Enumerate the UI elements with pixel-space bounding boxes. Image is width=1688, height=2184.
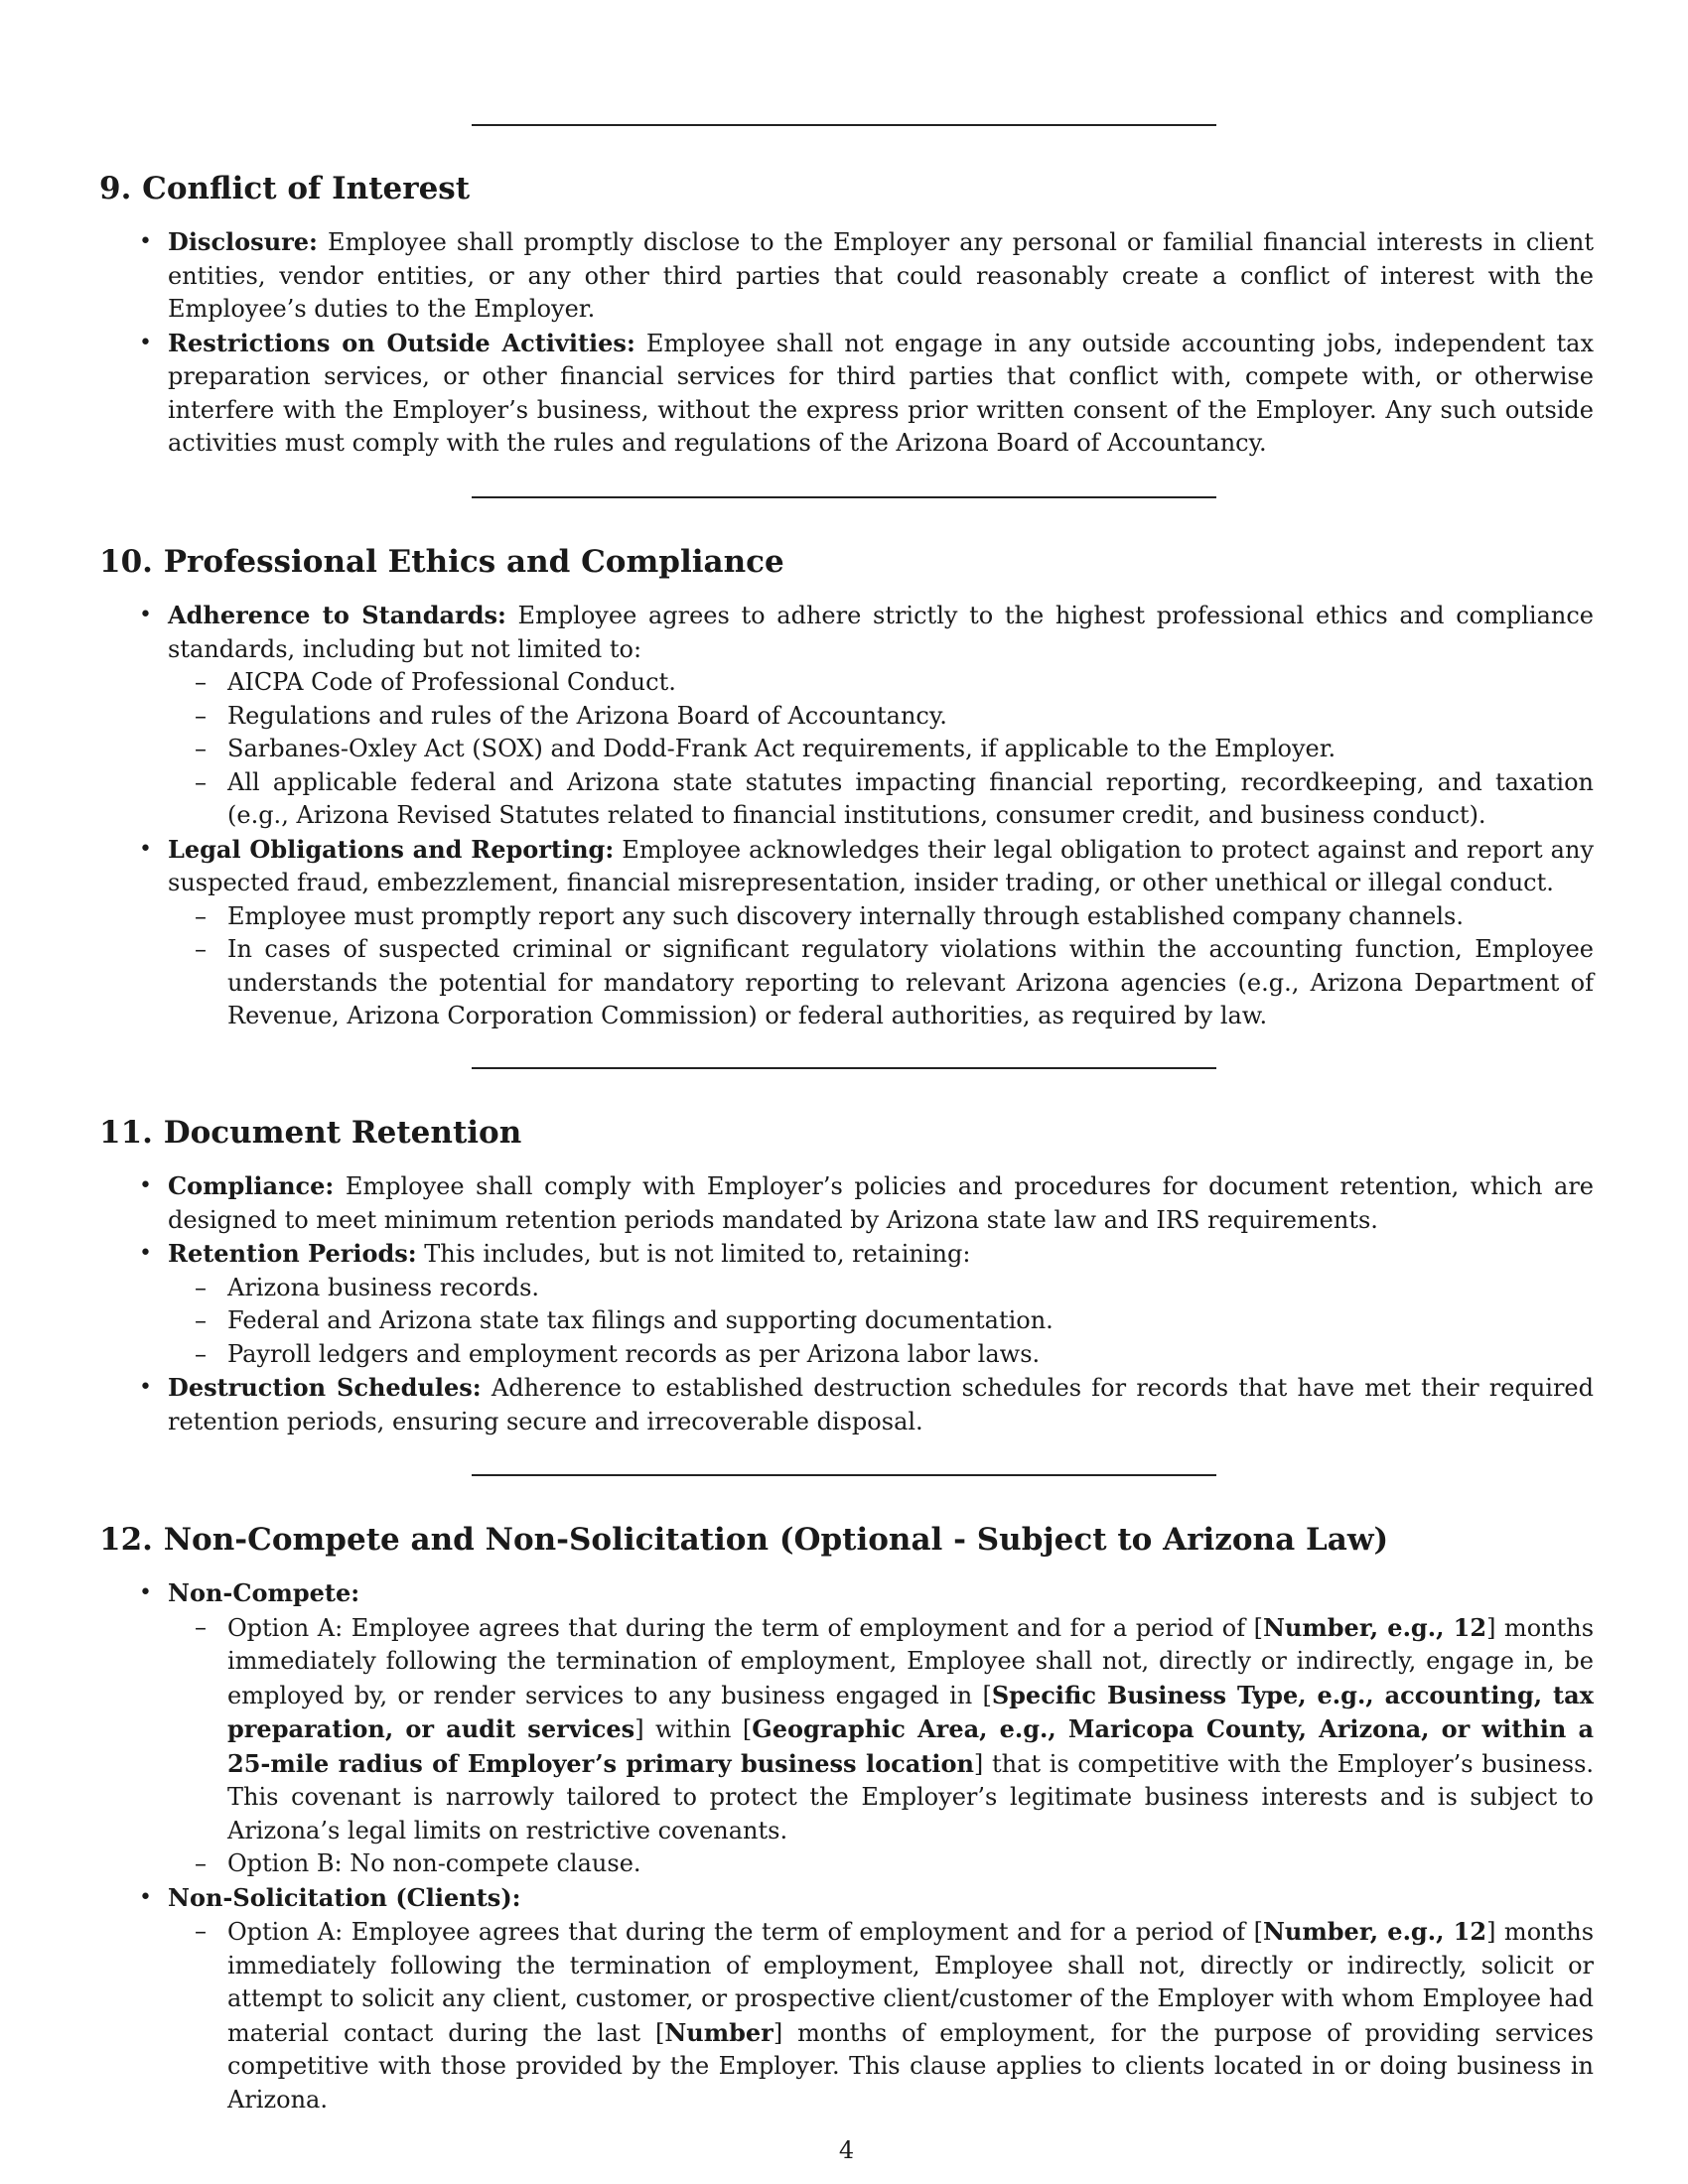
bullet-label: Legal Obligations and Reporting: (168, 834, 615, 864)
bullet-text: Employee shall promptly disclose to the Employer any personal or familial financial interests in client entities, vendor entities, or any other third parties that could reasonably create a conflict of interest with the Employee’s duties to the Employer. (168, 228, 1594, 323)
section-heading-non-compete: 12. Non-Compete and Non-Solicitation (Optional - Subject to Arizona Law) (99, 1522, 1389, 1558)
bullet-compliance (99, 1169, 1594, 1237)
dash-icon: – (195, 901, 207, 930)
section-divider (472, 1474, 1216, 1476)
bullet-label: Compliance: (168, 1171, 335, 1200)
bullet-icon: • (139, 1173, 152, 1198)
sub-item-non-compete-option-b: – Option B: No non-compete clause. (99, 1847, 1594, 1881)
dash-icon: – (195, 935, 207, 963)
sub-item: – AICPA Code of Professional Conduct. (99, 666, 1594, 700)
bullet-destruction-schedules (99, 1371, 1594, 1438)
sub-item: – Employee must promptly report any such discovery internally through established company channels. (99, 900, 1594, 934)
dash-icon: – (195, 1306, 207, 1334)
section-divider (472, 124, 1216, 126)
dash-icon: – (195, 1339, 207, 1368)
dash-icon: – (195, 668, 207, 696)
placeholder-field: Specific Business Type, e.g., accounting, tax preparation, or audit services (227, 1680, 1594, 1743)
dash-icon: – (195, 1849, 207, 1877)
bullet-text: Employee acknowledges their legal obligation to protect against and report any suspected fraud, embezzlement, financial misrepresentation, insider trading, or other unethical or illegal conduct. (168, 835, 1595, 896)
bullet-restrictions-outside-activities (99, 327, 1594, 461)
bullet-non-solicitation (99, 1881, 1594, 1916)
placeholder-field: Geographic Area, e.g., Maricopa County, Arizona, or within a 25-mile radius of Employer’s primary business location (227, 1714, 1595, 1778)
sub-item-non-solicitation-option-a: – Option A: Employee agrees that during the term of employment and for a period of [Number, e.g., 12] months immediately following the termination of employment, Employee shall not, directly or indirectly, solicit or attempt to solicit any client, customer, or prospective client/customer of the Employer with whom Employee had material contact during the last [Number] months of employment, for the purpose of providing services competitive with those provided by the Employer. This clause applies to clients located in or doing business in Arizona. (195, 1917, 1595, 2114)
sub-item: – In cases of suspected criminal or significant regulatory violations within the accounting function, Employee understands the potential for mandatory reporting to relevant Arizona agencies (e.g., Arizona Department of Revenue, Arizona Corporation Commission) or federal authorities, as required by law. (195, 935, 1594, 1029)
sub-item: – Federal and Arizona state tax filings and supporting documentation. (99, 1304, 1594, 1338)
bullet-icon: • (139, 1580, 152, 1605)
bullet-icon: • (139, 229, 152, 254)
bullet-adherence-to-standards (99, 599, 1594, 666)
bullet-non-compete (99, 1576, 1594, 1611)
section-professional-ethics (99, 599, 1594, 1033)
bullet-label: Non-Compete: (168, 1578, 360, 1607)
section-document-retention (99, 1169, 1594, 1438)
bullet-icon: • (139, 836, 152, 862)
placeholder-field: Number (664, 2017, 774, 2047)
dash-icon: – (195, 1917, 207, 1945)
dash-icon: – (195, 735, 207, 762)
bullet-disclosure (99, 225, 1594, 327)
dash-icon: – (195, 767, 207, 796)
bullet-icon: • (139, 603, 152, 627)
dash-icon: – (195, 701, 207, 730)
bullet-icon: • (139, 1241, 152, 1266)
bullet-icon: • (139, 1884, 152, 1910)
section-conflict-of-interest (99, 225, 1594, 461)
sub-item: – Payroll ledgers and employment records as per Arizona labor laws. (99, 1338, 1594, 1372)
bullet-retention-periods (99, 1237, 1594, 1272)
bullet-text: Employee shall comply with Employer’s policies and procedures for document retention, which are designed to meet minimum retention periods mandated by Arizona state law and IRS requirements. (168, 1172, 1594, 1234)
document-page (99, 0, 1594, 2184)
sub-item: – Sarbanes-Oxley Act (SOX) and Dodd-Frank Act requirements, if applicable to the Employer. (99, 733, 1594, 766)
bullet-label: Non-Solicitation (Clients): (168, 1882, 521, 1912)
bullet-label: Adherence to Standards: (168, 601, 506, 629)
bullet-label: Restrictions on Outside Activities: (168, 328, 635, 357)
bullet-label: Retention Periods: (168, 1239, 417, 1268)
bullet-icon: • (139, 1375, 152, 1400)
page-number: 4 (838, 2136, 855, 2164)
bullet-text: This includes, but is not limited to, retaining: (416, 1240, 971, 1268)
sub-item: – Regulations and rules of the Arizona Board of Accountancy. (99, 700, 1594, 734)
bullet-legal-obligations (99, 833, 1594, 900)
bullet-text: Employee shall not engage in any outside accounting jobs, independent tax preparation services, or other financial services for third parties that conflict with, compete with, or otherwise interfere with the Employer’s business, without the express prior written consent of the Employer. Any such outside activities must comply with the rules and regulations of the Arizona Board of Accountancy. (168, 329, 1594, 457)
section-heading-document-retention: 11. Document Retention (99, 1115, 522, 1151)
bullet-text: Employee agrees to adhere strictly to the highest professional ethics and compliance standards, including but not limited to: (168, 602, 1594, 663)
bullet-label: Disclosure: (168, 227, 318, 256)
section-heading-professional-ethics: 10. Professional Ethics and Compliance (99, 544, 784, 580)
bullet-icon: • (139, 330, 152, 355)
bullet-text: Adherence to established destruction schedules for records that have met their required retention periods, ensuring secure and irrecoverable disposal. (168, 1374, 1595, 1435)
placeholder-field: Number, e.g., 12 (1262, 1612, 1487, 1642)
section-heading-conflict-of-interest: 9. Conflict of Interest (99, 171, 471, 206)
dash-icon: – (195, 1612, 207, 1641)
sub-item-non-compete-option-a: – Option A: Employee agrees that during the term of employment and for a period of [Number, e.g., 12] months immediately following the termination of employment, Employee shall not, directly or indirectly, engage in, be employed by, or render services to any business engaged in [Specific Business Type, e.g., accounting, tax preparation, or audit services] within [Geographic Area, e.g., Maricopa County, Arizona, or within a 25-mile radius of Employer’s primary business location] that is competitive with the Employer’s business. This covenant is narrowly tailored to protect the Employer’s legitimate business interests and is subject to Arizona’s legal limits on restrictive covenants. (195, 1612, 1595, 1844)
placeholder-field: Number, e.g., 12 (1262, 1917, 1487, 1946)
sub-item: – Arizona business records. (99, 1272, 1594, 1305)
section-divider (472, 1067, 1216, 1069)
bullet-label: Destruction Schedules: (168, 1373, 482, 1402)
sub-item: – All applicable federal and Arizona state statutes impacting financial reporting, recordkeeping, and taxation (e.g., Arizona Revised Statutes related to financial institutions, consumer credit, and business conduct). (195, 767, 1594, 829)
section-non-compete (99, 1576, 1594, 2116)
section-divider (472, 496, 1216, 498)
dash-icon: – (195, 1273, 207, 1301)
